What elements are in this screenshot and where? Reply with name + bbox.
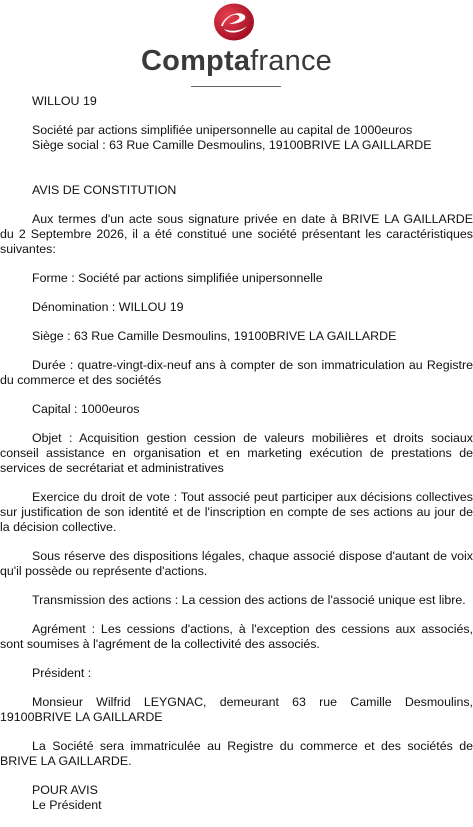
paragraph-duree: Durée : quatre-vingt-dix-neuf ans à compter de son immatriculation au Registre du commerce et des sociétés (0, 358, 473, 387)
header (0, 0, 473, 92)
paragraph-agrement: Agrément : Les cessions d'actions, à l'exception des cessions aux associés, sont soumises à l'agrément de la collectivité des associés. (0, 622, 473, 651)
brand-name-bold: Compta (141, 45, 251, 77)
paragraph-president: Monsieur Wilfrid LEYGNAC, demeurant 63 rue Camille Desmoulins, 19100BRIVE LA GAILLARDE (0, 695, 473, 724)
brand-wordmark (0, 44, 473, 78)
paragraph-president-label: Président : (32, 666, 92, 680)
header-divider (191, 86, 281, 87)
paragraph-objet: Objet : Acquisition gestion cession de valeurs mobilières et droits sociaux conseil assistance en organisation et en marketing exécution de prestations de services de secrétariat et administratives (0, 431, 473, 475)
company-seat-line: Siège social : 63 Rue Camille Desmoulins, 19100BRIVE LA GAILLARDE (32, 138, 432, 152)
paragraph-capital: Capital : 1000euros (32, 402, 140, 416)
notice-heading: AVIS DE CONSTITUTION (32, 183, 177, 197)
swirl-e-logo-icon (211, 2, 257, 42)
notice-body (0, 94, 473, 827)
paragraph-transmission: Transmission des actions : La cession des actions de l'associé unique est libre. (32, 593, 466, 607)
company-form-line: Société par actions simplifiée unipersonnelle au capital de 1000euros (32, 123, 413, 137)
paragraph-immatriculation: La Société sera immatriculée au Registre du commerce et des sociétés de BRIVE LA GAILLARDE. (0, 739, 473, 768)
closing-line-pour-avis: POUR AVIS (32, 783, 98, 797)
closing (0, 783, 473, 813)
paragraph-siege: Siège : 63 Rue Camille Desmoulins, 19100BRIVE LA GAILLARDE (32, 329, 397, 343)
paragraph-voix: Sous réserve des dispositions légales, chaque associé dispose d'autant de voix qu'il possède ou représente d'actions. (0, 549, 473, 578)
brand-name-light: france (250, 45, 332, 77)
paragraph-denomination: Dénomination : WILLOU 19 (32, 300, 184, 314)
paragraph-intro: Aux termes d'un acte sous signature privée en date à BRIVE LA GAILLARDE du 2 Septembre 2026, il a été constitué une société présentant les caractéristiques suivantes: (0, 212, 473, 256)
paragraph-droit-de-vote: Exercice du droit de vote : Tout associé peut participer aux décisions collectives sur justification de son identité et de l'inscription en compte de ses actions au jour de la décision collective. (0, 490, 473, 534)
closing-line-president: Le Président (32, 798, 102, 812)
company-details (0, 123, 473, 153)
company-name: WILLOU 19 (32, 94, 97, 108)
paragraph-forme: Forme : Société par actions simplifiée unipersonnelle (32, 271, 323, 285)
